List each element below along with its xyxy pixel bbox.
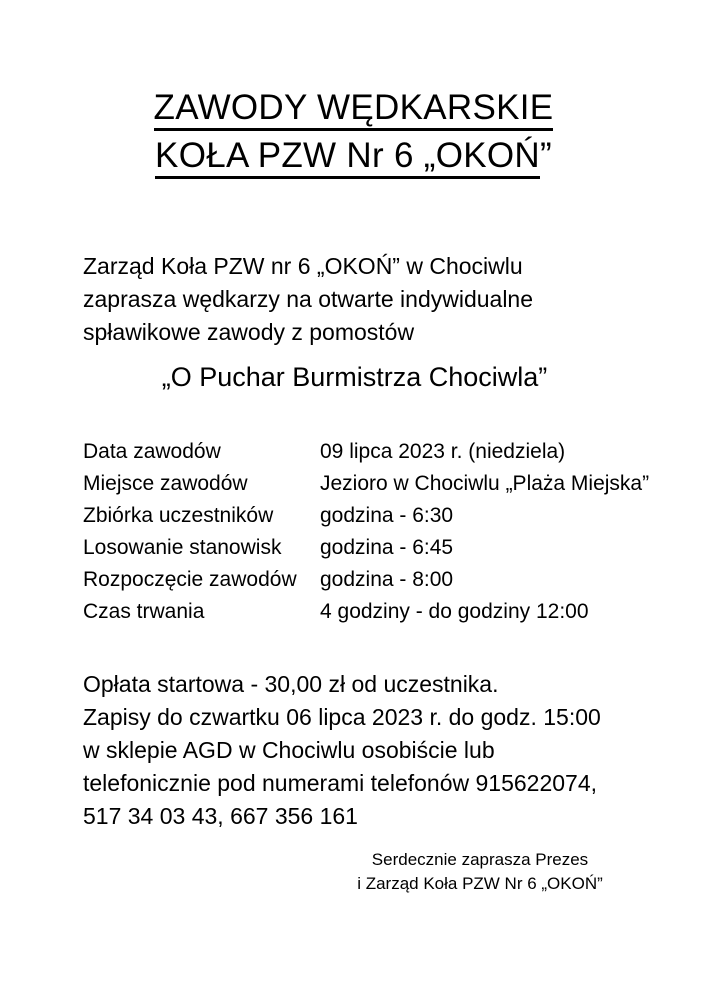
fee-line-1: Opłata startowa - 30,00 zł od uczestnika.: [83, 671, 499, 697]
intro-line-3: spławikowe zawody z pomostów: [83, 319, 415, 345]
fee-line-2: Zapisy do czwartku 06 lipca 2023 r. do godz. 15:00: [83, 704, 601, 730]
table-row: [83, 468, 683, 500]
fee-line-5: 517 34 03 43, 667 356 161: [83, 803, 358, 829]
table-row: [83, 500, 683, 532]
title-line-1-text: ZAWODY WĘDKARSKIE: [154, 88, 554, 131]
poster-title: [0, 84, 707, 180]
details-label: Czas trwania: [83, 600, 205, 623]
details-label: Rozpoczęcie zawodów: [83, 568, 297, 591]
title-line-2-closing-quote: ”: [539, 136, 552, 175]
intro-paragraph: [83, 250, 626, 349]
table-row: [83, 436, 683, 468]
intro-line-1: Zarząd Koła PZW nr 6 „OKOŃ” w Chociwlu: [83, 253, 523, 279]
fee-paragraph: [83, 668, 626, 833]
signature-line-2: i Zarząd Koła PZW Nr 6 „OKOŃ”: [357, 874, 603, 893]
details-value: 09 lipca 2023 r. (niedziela): [320, 440, 566, 463]
details-value: 4 godziny - do godziny 12:00: [320, 600, 589, 623]
details-label: Miejsce zawodów: [83, 472, 248, 495]
fee-line-4: telefonicznie pod numerami telefonów 915622074,: [83, 770, 598, 796]
title-line-2: [0, 132, 707, 180]
details-value: godzina - 6:30: [320, 504, 454, 527]
details-label: Data zawodów: [83, 440, 221, 463]
details-value: godzina - 8:00: [320, 568, 454, 591]
title-line-2-text: KOŁA PZW Nr 6 „OKOŃ: [155, 136, 540, 179]
table-row: [83, 532, 683, 564]
table-row: [83, 596, 683, 628]
table-row: [83, 564, 683, 596]
details-label: Zbiórka uczestników: [83, 504, 274, 527]
title-line-1: [0, 84, 707, 132]
cup-subtitle: „O Puchar Burmistrza Chociwla”: [161, 362, 548, 392]
fee-line-3: w sklepie AGD w Chociwlu osobiście lub: [83, 737, 495, 763]
details-table: [83, 436, 683, 628]
intro-line-2: zaprasza wędkarzy na otwarte indywidualne: [83, 286, 534, 312]
details-value: godzina - 6:45: [320, 536, 454, 559]
details-value: Jezioro w Chociwlu „Plaża Miejska”: [320, 472, 650, 495]
signature-line-1: Serdecznie zaprasza Prezes: [371, 850, 589, 869]
signature-block: [330, 848, 630, 896]
details-label: Losowanie stanowisk: [83, 536, 282, 559]
